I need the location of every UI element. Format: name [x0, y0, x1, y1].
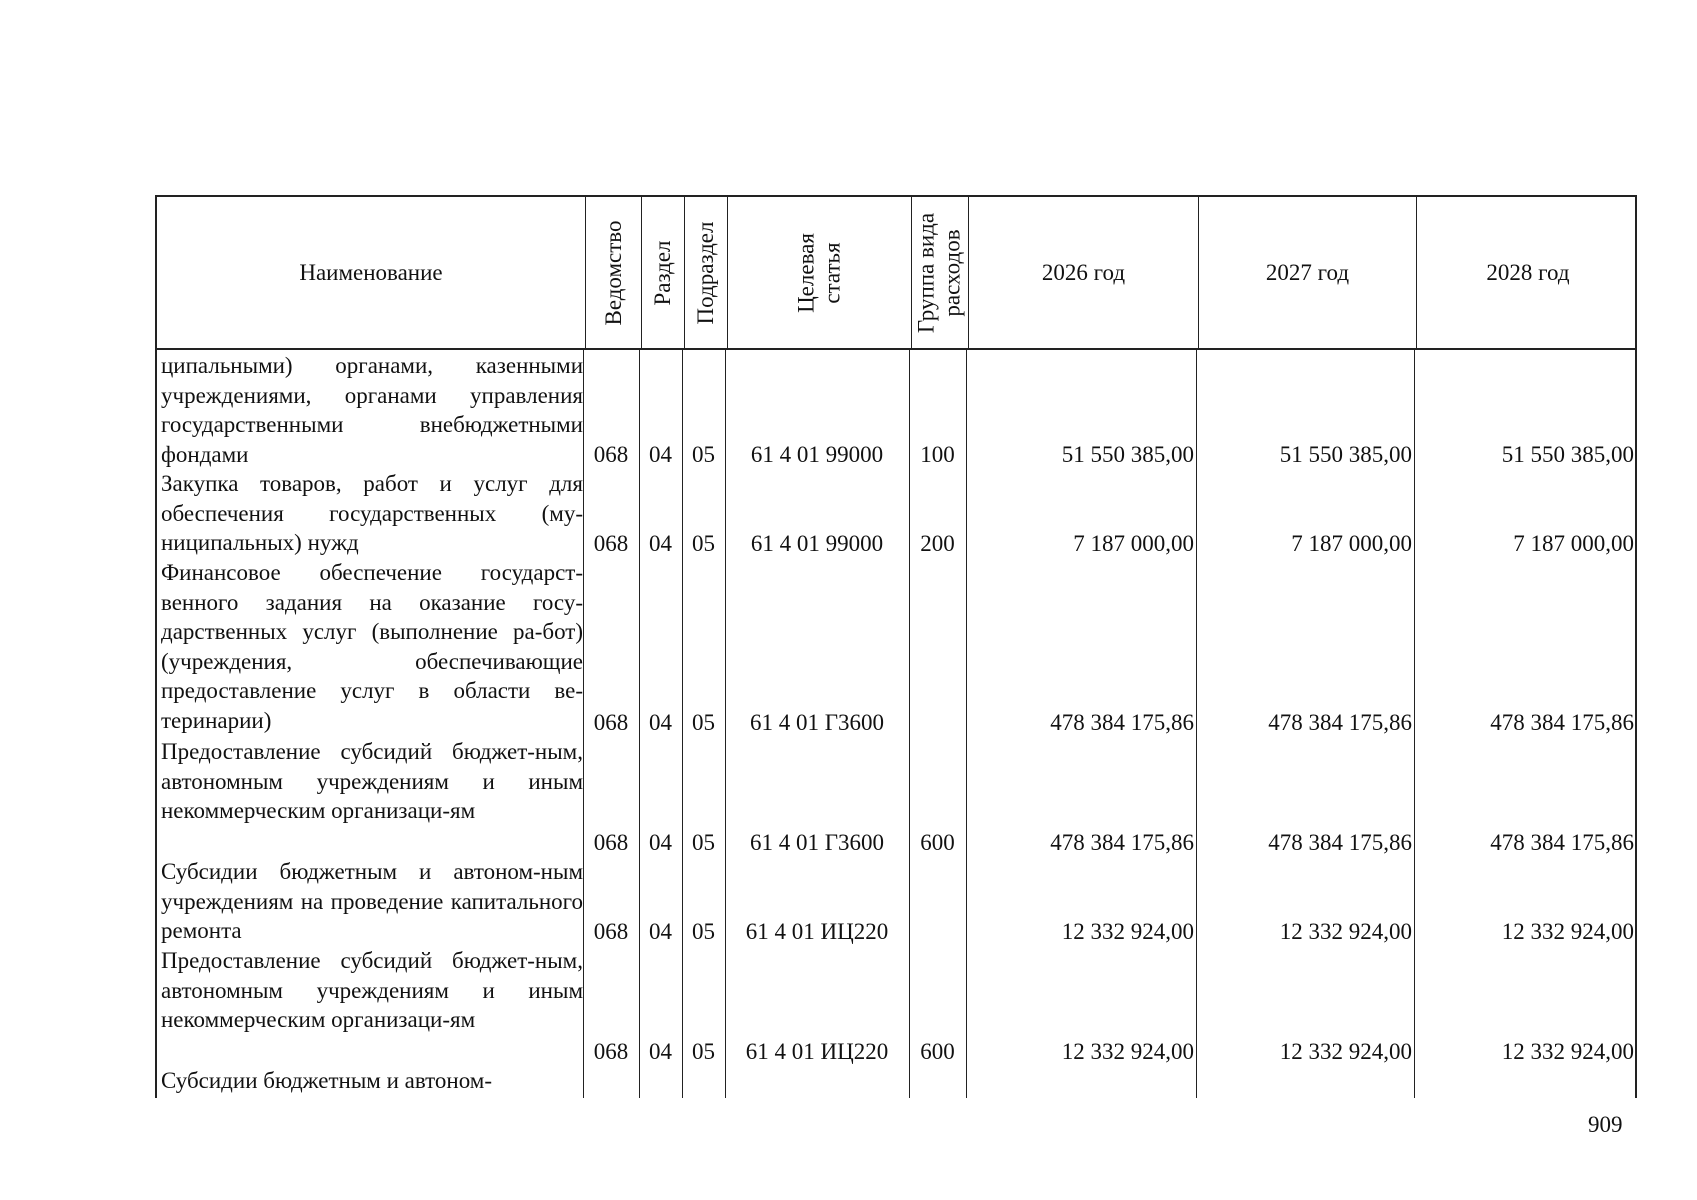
- row-2027-amount: 7 187 000,00: [1291, 531, 1412, 556]
- header-2027-cell: [1198, 197, 1416, 348]
- row-2027-amount: 51 550 385,00: [1279, 442, 1412, 467]
- row-department: 068: [593, 919, 629, 944]
- row-subsection: 05: [692, 442, 715, 467]
- table-body: [155, 350, 1637, 1098]
- header-section-cell: [641, 197, 684, 348]
- row-name: ципальными) органами, казенными учреждениями, органами управления государственными внебюджетными фондами: [161, 353, 583, 467]
- row-2028-amount: 51 550 385,00: [1501, 442, 1634, 467]
- header-subsection: Подраздел: [692, 221, 718, 324]
- row-expense-group: 600: [920, 1039, 955, 1064]
- row-2028-amount: 7 187 000,00: [1513, 531, 1634, 556]
- header-year-2026: 2026 год: [1041, 259, 1126, 285]
- row-name: Субсидии бюджетным и автоном-: [161, 1068, 492, 1093]
- header-2028-cell: [1416, 197, 1639, 348]
- header-subsection-cell: [684, 197, 727, 348]
- row-department: 068: [593, 1039, 629, 1064]
- row-section: 04: [649, 442, 672, 467]
- row-2028-amount: 478 384 175,86: [1490, 710, 1634, 735]
- row-target-article: 61 4 01 Г3600: [749, 710, 885, 735]
- table-row: [157, 737, 1639, 857]
- header-year-2027: 2027 год: [1265, 259, 1350, 285]
- row-target-article: 61 4 01 99000: [750, 531, 884, 556]
- row-department: 068: [593, 710, 629, 735]
- row-2026-amount: 7 187 000,00: [1073, 531, 1194, 556]
- row-subsection: 05: [692, 919, 715, 944]
- header-department: Ведомство: [600, 219, 626, 326]
- row-2026-amount: 478 384 175,86: [1050, 710, 1194, 735]
- header-expense-group: [914, 212, 967, 332]
- table-row: [157, 558, 1639, 737]
- row-target-article: 61 4 01 ИЦ220: [745, 919, 889, 944]
- page-number: 909: [1588, 1112, 1623, 1137]
- header-name: Наименование: [299, 259, 443, 285]
- row-subsection: 05: [692, 830, 715, 855]
- row-target-article: 61 4 01 Г3600: [749, 830, 885, 855]
- row-2026-amount: 12 332 924,00: [1061, 919, 1194, 944]
- row-2026-amount: 51 550 385,00: [1061, 442, 1194, 467]
- row-2028-amount: 478 384 175,86: [1490, 830, 1634, 855]
- row-name: Финансовое обеспечение государст-венного задания на оказание госу-дарственных услуг (выполнение ра-бот) (учреждения, обеспечивающие предоставление услуг в области ве-теринарии): [161, 560, 583, 733]
- table-row: [157, 857, 1639, 946]
- row-name: Предоставление субсидий бюджет-ным, автономным учреждениям и иным некоммерческим организаци-ям: [161, 739, 583, 823]
- row-2026-amount: 12 332 924,00: [1061, 1039, 1194, 1064]
- row-expense-group: 600: [920, 830, 955, 855]
- row-subsection: 05: [692, 710, 715, 735]
- header-expense-group-line1: Группа вида: [913, 212, 939, 333]
- table-row: [157, 946, 1639, 1066]
- header-year-2028: 2028 год: [1486, 259, 1570, 285]
- row-section: 04: [649, 1039, 672, 1064]
- row-section: 04: [649, 710, 672, 735]
- row-2028-amount: 12 332 924,00: [1501, 919, 1634, 944]
- row-expense-group: 200: [920, 531, 955, 556]
- row-name: Субсидии бюджетным и автоном-ным учреждениям на проведение капитального ремонта: [161, 859, 583, 943]
- header-expense-group-line2: расходов: [940, 228, 965, 317]
- header-target-article: [793, 233, 846, 313]
- row-2027-amount: 478 384 175,86: [1268, 830, 1412, 855]
- row-department: 068: [593, 830, 629, 855]
- header-target-article-line2: статья: [819, 241, 845, 304]
- row-target-article: 61 4 01 99000: [750, 442, 884, 467]
- header-target-article-cell: [727, 197, 911, 348]
- row-2027-amount: 12 332 924,00: [1279, 1039, 1412, 1064]
- row-section: 04: [649, 919, 672, 944]
- header-expense-group-cell: [911, 197, 968, 348]
- row-name: Предоставление субсидий бюджет-ным, автономным учреждениям и иным некоммерческим организаци-ям: [161, 948, 583, 1032]
- row-subsection: 05: [692, 531, 715, 556]
- header-2026-cell: [968, 197, 1198, 348]
- table-row: [157, 469, 1639, 558]
- row-department: 068: [593, 531, 629, 556]
- row-name: Закупка товаров, работ и услуг для обеспечения государственных (му-ниципальных) нужд: [161, 471, 583, 555]
- row-section: 04: [649, 531, 672, 556]
- row-2027-amount: 478 384 175,86: [1268, 710, 1412, 735]
- header-section: Раздел: [649, 239, 675, 306]
- row-section: 04: [649, 830, 672, 855]
- row-target-article: 61 4 01 ИЦ220: [745, 1039, 889, 1064]
- header-name-cell: [157, 197, 585, 348]
- row-department: 068: [593, 442, 629, 467]
- header-target-article-line1: Целевая: [793, 232, 819, 313]
- row-expense-group: 100: [920, 442, 955, 467]
- row-subsection: 05: [692, 1039, 715, 1064]
- row-2026-amount: 478 384 175,86: [1050, 830, 1194, 855]
- row-2028-amount: 12 332 924,00: [1501, 1039, 1634, 1064]
- table-row: [157, 1066, 1639, 1098]
- row-2027-amount: 12 332 924,00: [1279, 919, 1412, 944]
- table-row: [157, 351, 1639, 469]
- table-header: [155, 195, 1637, 350]
- header-department-cell: [585, 197, 641, 348]
